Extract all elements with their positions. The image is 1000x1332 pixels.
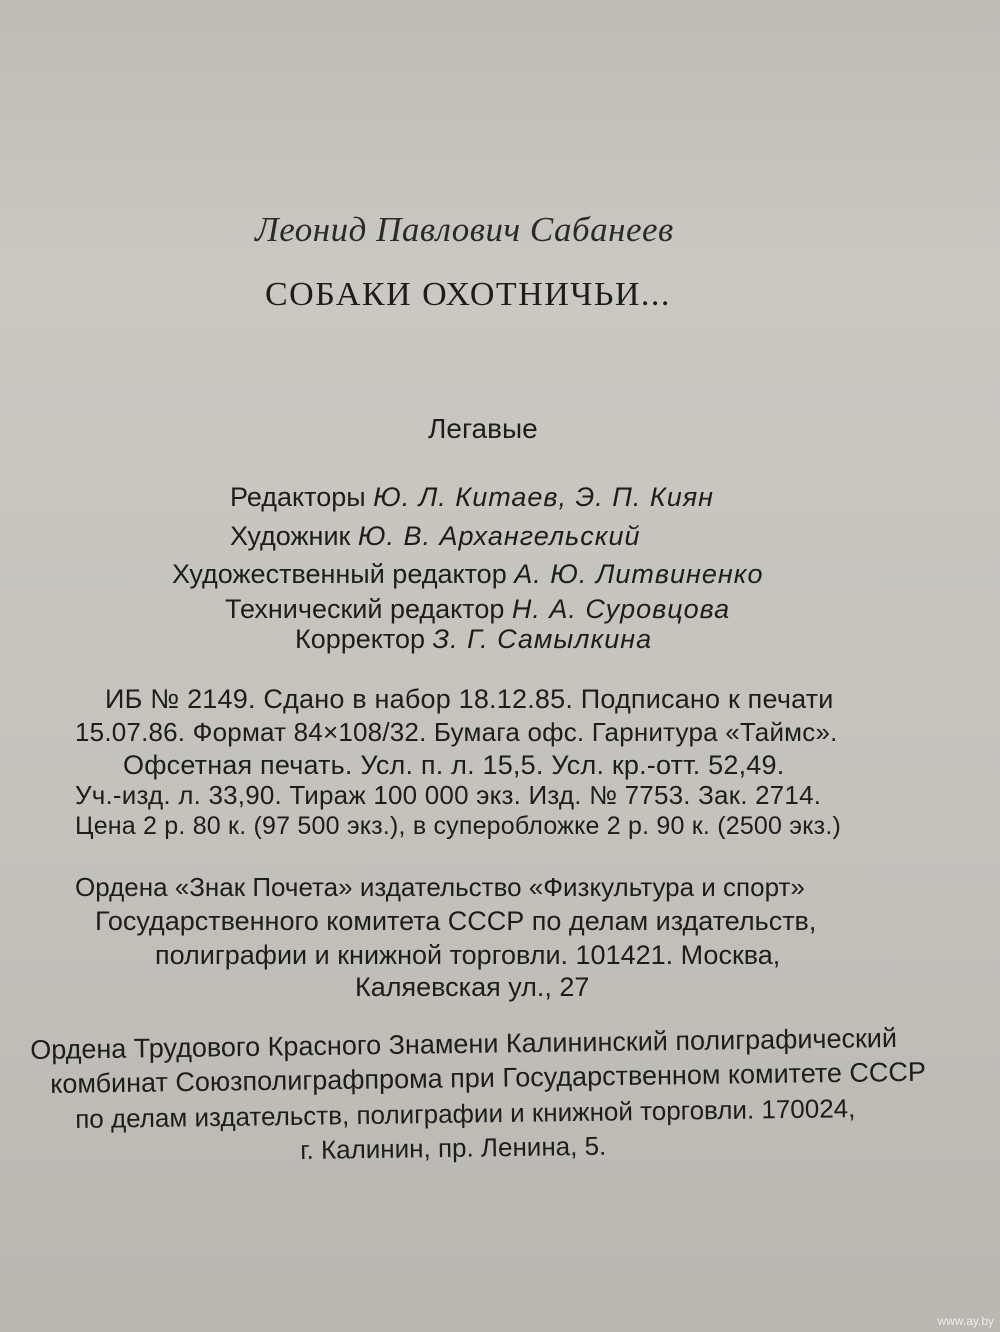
credit-role: Художественный редактор [172, 559, 507, 589]
credit-names: З. Г. Самылкина [432, 624, 653, 654]
credit-role: Корректор [295, 624, 426, 654]
credit-line [225, 594, 730, 625]
publisher-line: Ордена «Знак Почета» издательство «Физкультура и спорт» [75, 872, 805, 902]
publisher-line: Каляевская ул., 27 [355, 972, 590, 1002]
printer-line: Ордена Трудового Красного Знамени Калининский полиграфический [30, 1022, 898, 1065]
printer-line: г. Калинин, пр. Ленина, 5. [300, 1130, 607, 1165]
imprint-line: Цена 2 р. 80 к. (97 500 экз.), в суперобложке 2 р. 90 к. (2500 экз.) [75, 812, 841, 840]
credit-line [295, 624, 652, 655]
credit-names: Ю. Л. Китаев, Э. П. Киян [373, 482, 715, 512]
author-name: Леонид Павлович Сабанеев [255, 210, 674, 249]
watermark: www.ay.by [937, 1314, 994, 1328]
credit-role: Редакторы [230, 482, 366, 512]
book-title: СОБАКИ ОХОТНИЧЬИ... [265, 276, 671, 313]
credit-names: А. Ю. Литвиненко [514, 559, 764, 589]
credit-line [230, 521, 641, 552]
credit-line [230, 482, 714, 513]
imprint-line: 15.07.86. Формат 84×108/32. Бумага офс. Гарнитура «Таймс». [75, 717, 838, 747]
credit-role: Технический редактор [225, 594, 505, 624]
printer-line: по делам издательств, полиграфии и книжной торговли. 170024, [75, 1093, 856, 1134]
publisher-line: Государственного комитета СССР по делам издательств, [95, 906, 817, 936]
publisher-line: полиграфии и книжной торговли. 101421. Москва, [155, 940, 781, 970]
imprint-line: ИБ № 2149. Сдано в набор 18.12.85. Подписано к печати [105, 684, 834, 714]
printer-line: комбинат Союзполиграфпрома при Государственном комитете СССР [50, 1056, 927, 1099]
book-subtitle: Легавые [428, 413, 538, 444]
credit-names: Н. А. Суровцова [511, 594, 731, 624]
imprint-line: Уч.-изд. л. 33,90. Тираж 100 000 экз. Изд. № 7753. Зак. 2714. [75, 780, 822, 810]
credit-role: Художник [230, 521, 351, 551]
imprint-line: Офсетная печать. Усл. п. л. 15,5. Усл. кр.-отт. 52,49. [123, 750, 785, 780]
credit-names: Ю. В. Архангельский [357, 521, 641, 551]
credit-line [172, 559, 763, 590]
